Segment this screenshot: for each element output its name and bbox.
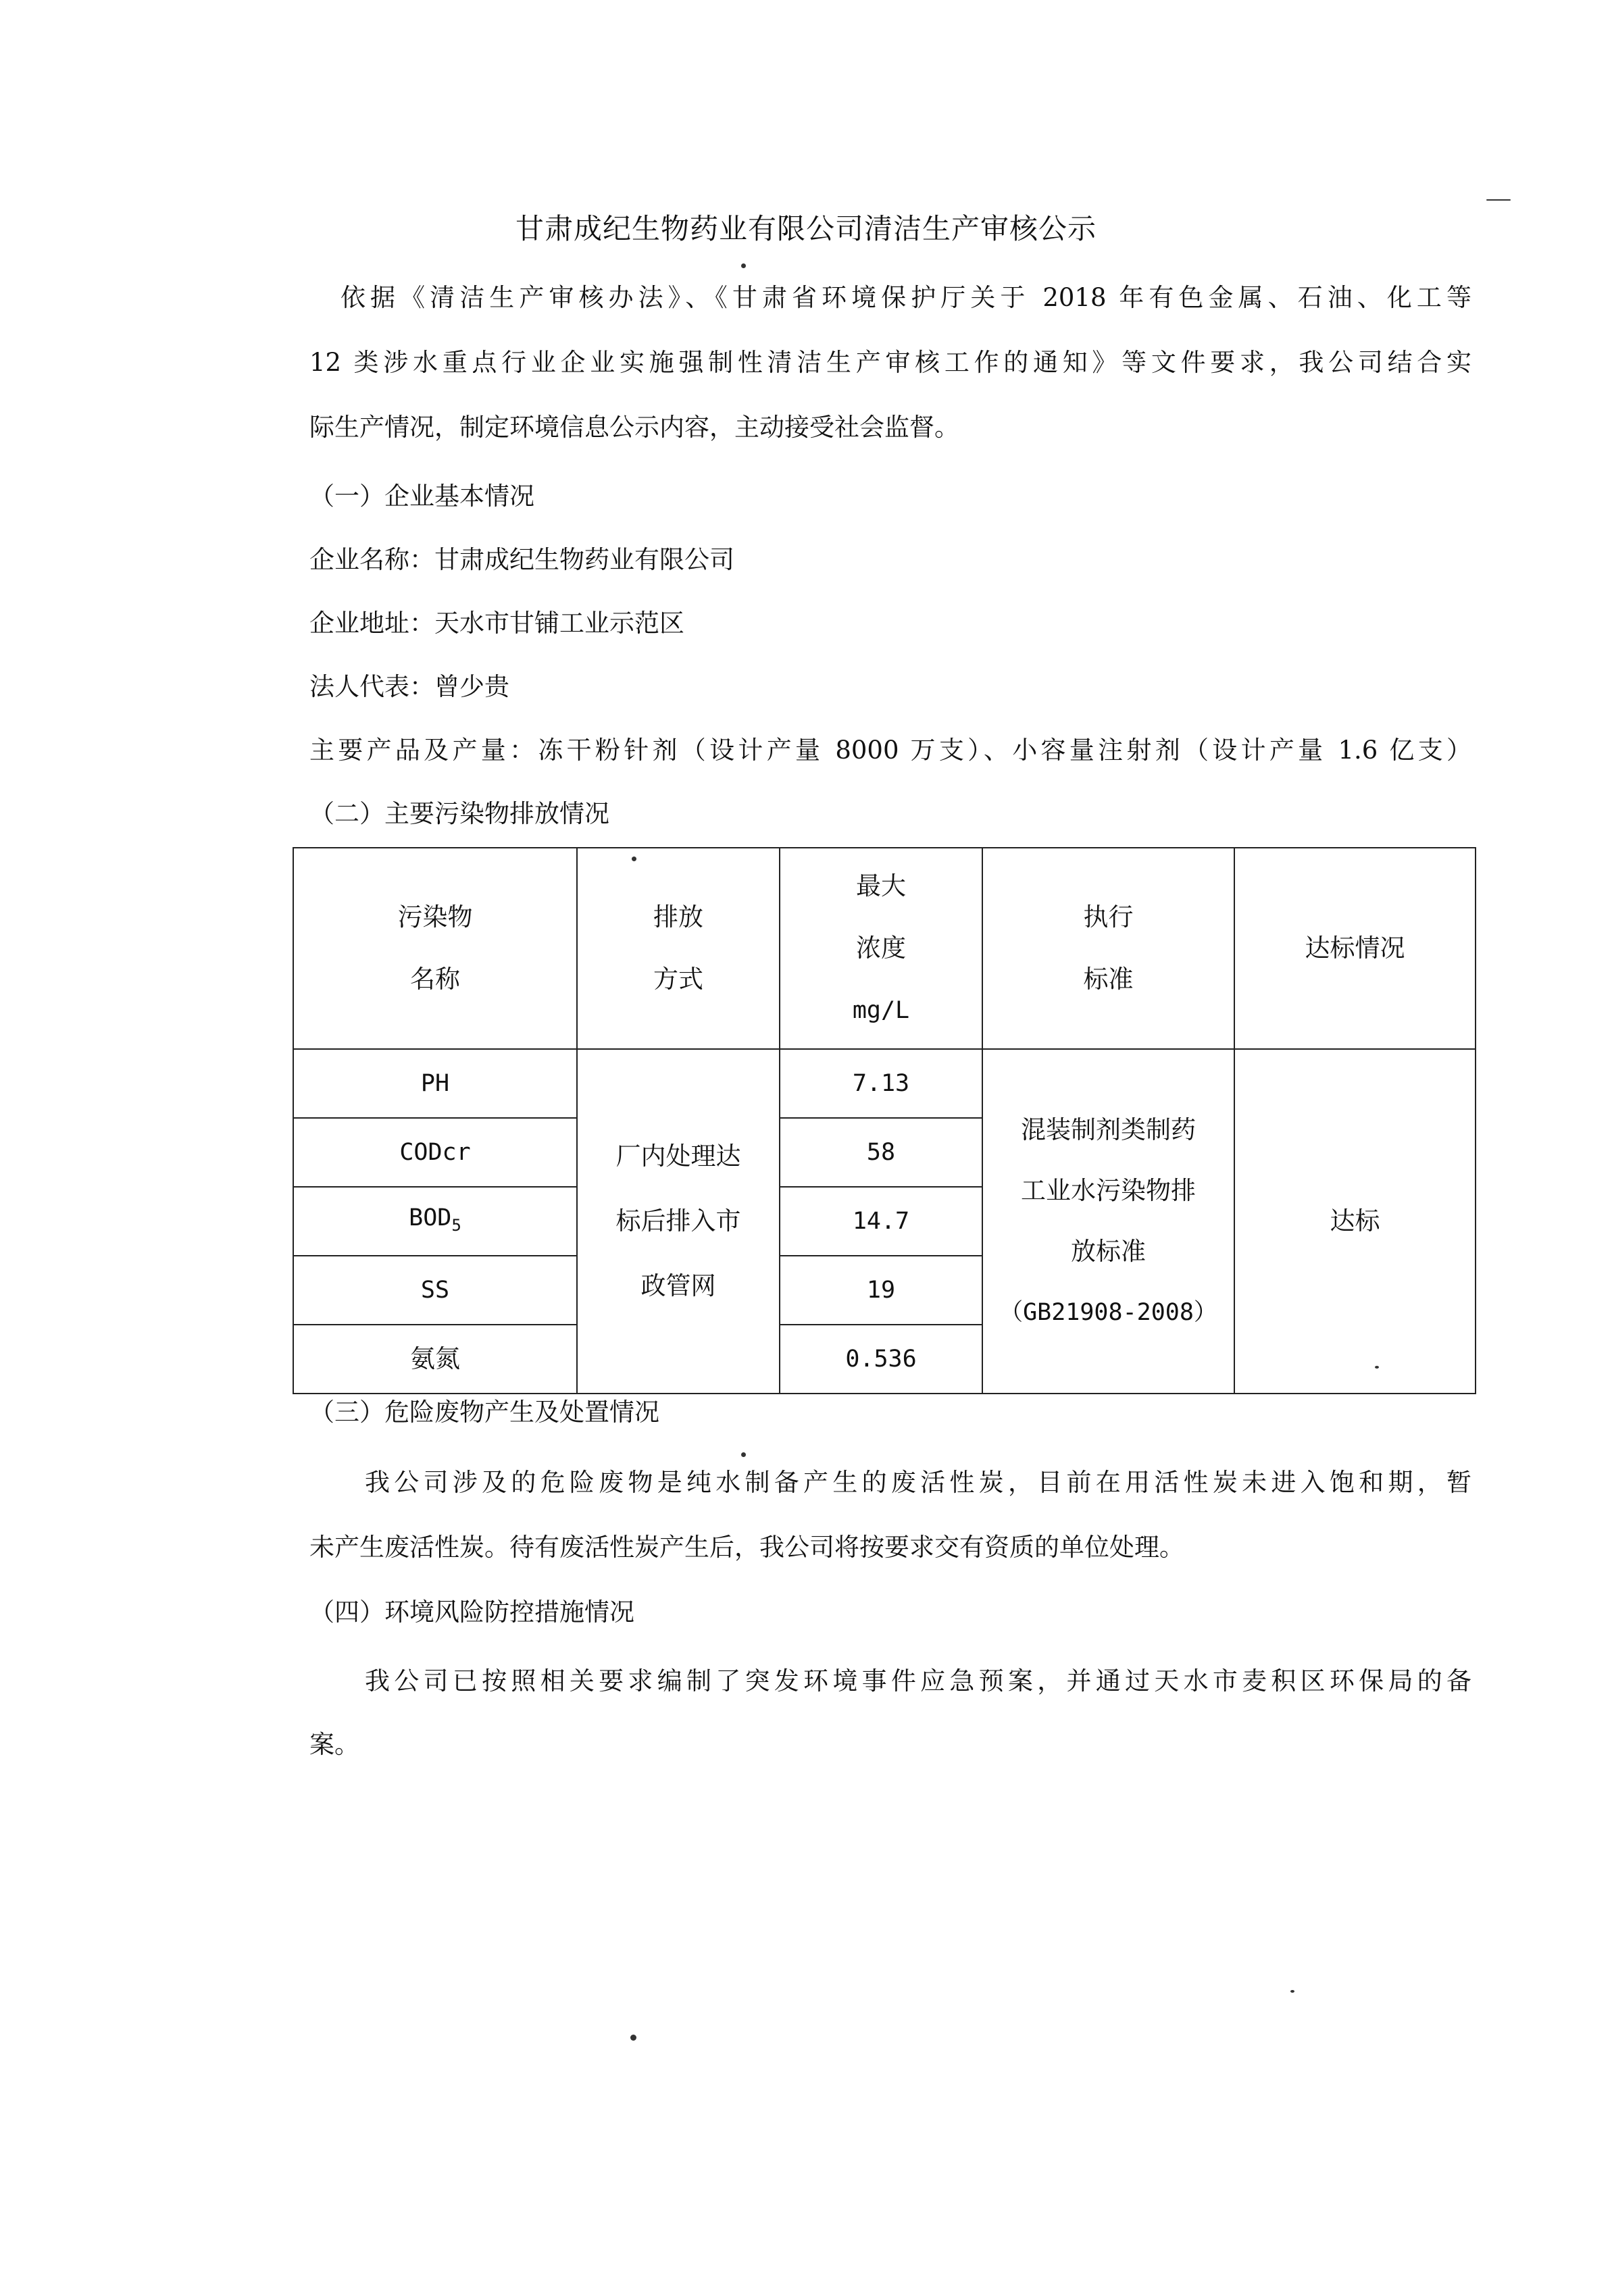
pollutant-name: PH [293, 1049, 577, 1118]
section-3-line-2: 未产生废活性炭。待有废活性炭产生后，我公司将按要求交有资质的单位处理。 [309, 1533, 1184, 1562]
company-address: 企业地址：天水市甘铺工业示范区 [309, 609, 684, 638]
section-4-line-2: 案。 [309, 1730, 359, 1759]
header-discharge-method: 排放 方式 [577, 848, 780, 1049]
header-pollutant-name: 污染物 名称 [293, 848, 577, 1049]
document-title: 甘肃成纪生物药业有限公司清洁生产审核公示 [515, 212, 1097, 245]
pollutant-name: $BOD_5$ [293, 1187, 577, 1256]
section-4-heading: （四）环境风险防控措施情况 [309, 1598, 634, 1627]
header-max-concentration: 最大 浓度 mg/L [780, 848, 982, 1049]
main-products: 主要产品及产量：冻干粉针剂（设计产量 8000 万支）、小容量注射剂（设计产量 1.6 亿支） [309, 736, 1471, 765]
section-2-heading: （二）主要污染物排放情况 [309, 799, 609, 828]
table-header-row [293, 848, 1476, 1049]
company-name: 企业名称：甘肃成纪生物药业有限公司 [309, 545, 734, 574]
intro-line-1: 依据《清洁生产审核办法》、《甘肃省环境保护厅关于 2018 年有色金属、石油、化工等 [341, 283, 1471, 312]
scan-speck [741, 263, 746, 268]
scan-speck [630, 2035, 636, 2041]
scan-speck [1486, 199, 1511, 201]
pollutant-value: 0.536 [780, 1325, 982, 1394]
pollutant-value: 14.7 [780, 1187, 982, 1256]
pollutant-value: 7.13 [780, 1049, 982, 1118]
intro-line-2: 12 类涉水重点行业企业实施强制性清洁生产审核工作的通知》等文件要求，我公司结合实 [309, 348, 1471, 377]
compliance-cell: 达标 [1234, 1049, 1476, 1394]
header-standard: 执行 标准 [982, 848, 1234, 1049]
pollutant-name: CODcr [293, 1118, 577, 1187]
legal-representative: 法人代表：曾少贵 [309, 672, 509, 701]
discharge-method-cell: 厂内处理达 标后排入市 政管网 [577, 1049, 780, 1394]
pollutant-name: SS [293, 1256, 577, 1325]
standard-cell: 混装制剂类制药 工业水污染物排 放标准 （GB21908-2008） [982, 1049, 1234, 1394]
pollutant-value: 58 [780, 1118, 982, 1187]
section-3-heading: （三）危险废物产生及处置情况 [309, 1398, 659, 1427]
scan-speck [1375, 1366, 1379, 1369]
header-compliance: 达标情况 [1234, 848, 1476, 1049]
scan-speck [741, 1452, 746, 1457]
section-1-heading: （一）企业基本情况 [309, 482, 534, 511]
pollutant-value: 19 [780, 1256, 982, 1325]
pollutant-name: 氨氮 [293, 1325, 577, 1394]
intro-line-3: 际生产情况，制定环境信息公示内容，主动接受社会监督。 [309, 413, 959, 442]
section-3-line-1: 我公司涉及的危险废物是纯水制备产生的废活性炭，目前在用活性炭未进入饱和期，暂 [365, 1468, 1471, 1497]
scan-speck [1290, 1990, 1294, 1993]
section-4-line-1: 我公司已按照相关要求编制了突发环境事件应急预案，并通过天水市麦积区环保局的备 [365, 1666, 1471, 1695]
pollutant-emissions-table [293, 847, 1476, 1394]
scan-speck [632, 857, 636, 861]
table-row [293, 1049, 1476, 1118]
